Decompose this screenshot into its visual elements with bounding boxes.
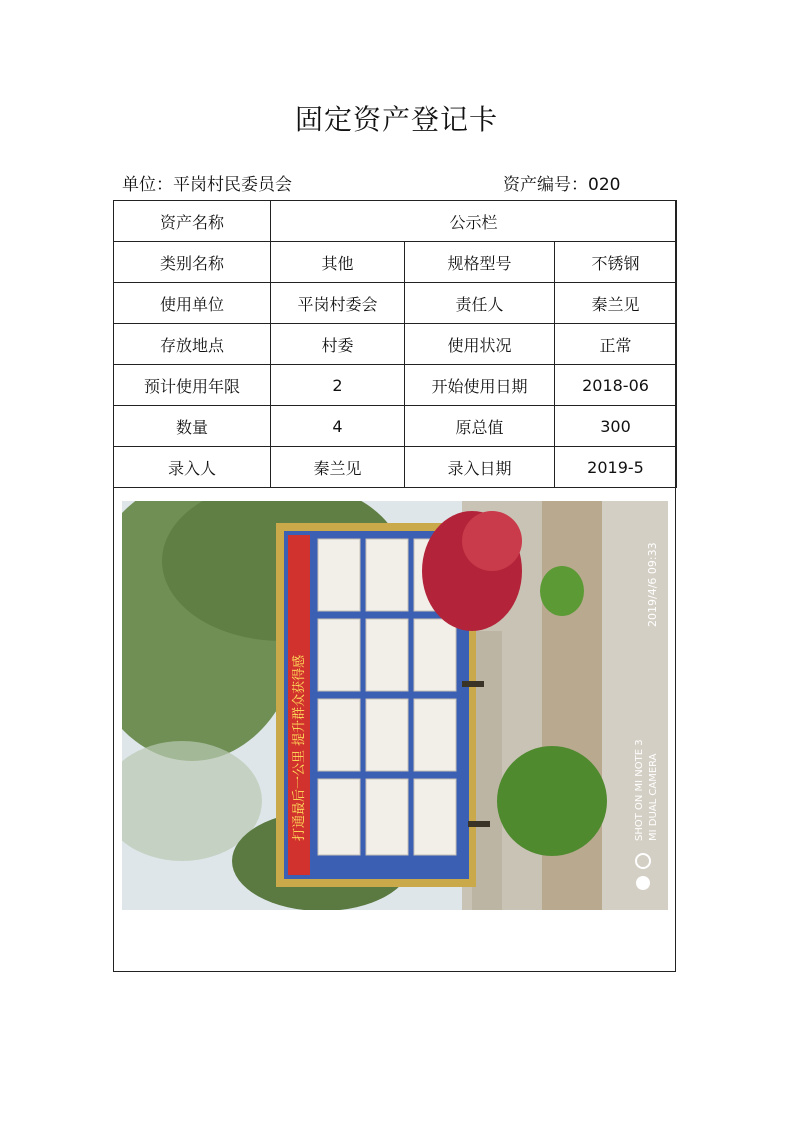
field-label: 存放地点	[114, 324, 271, 365]
asset-number-label: 资产编号：020	[503, 175, 621, 195]
camera-watermark-line1: SHOT ON MI NOTE 3	[634, 739, 645, 841]
field-value: 秦兰见	[555, 283, 677, 324]
asset-photo	[122, 501, 668, 910]
table-row	[114, 283, 677, 324]
field-value: 2019-5	[555, 447, 677, 488]
asset-name-label: 资产名称	[114, 201, 271, 242]
field-label: 规格型号	[405, 242, 555, 283]
field-value: 2	[271, 365, 405, 406]
page-title: 固定资产登记卡	[294, 103, 498, 136]
table-row	[114, 447, 677, 488]
registration-card	[113, 200, 676, 972]
field-value: 300	[555, 406, 677, 447]
field-value: 不锈钢	[555, 242, 677, 283]
field-value: 其他	[271, 242, 405, 283]
field-label: 数量	[114, 406, 271, 447]
field-label: 类别名称	[114, 242, 271, 283]
field-value: 平岗村委会	[271, 283, 405, 324]
asset-name-value: 公示栏	[271, 201, 677, 242]
field-label: 录入人	[114, 447, 271, 488]
field-label: 开始使用日期	[405, 365, 555, 406]
camera-watermark-line2: MI DUAL CAMERA	[648, 753, 659, 841]
field-label: 录入日期	[405, 447, 555, 488]
field-value: 4	[271, 406, 405, 447]
asset-info-table	[113, 200, 677, 488]
field-label: 原总值	[405, 406, 555, 447]
field-value: 秦兰见	[271, 447, 405, 488]
table-row	[114, 406, 677, 447]
table-row	[114, 242, 677, 283]
unit-label: 单位：平岗村民委员会	[122, 175, 292, 195]
photo-timestamp: 2019/4/6 09:33	[646, 542, 659, 627]
field-value: 村委	[271, 324, 405, 365]
field-label: 预计使用年限	[114, 365, 271, 406]
camera-dot-icon	[636, 876, 650, 890]
table-row	[114, 324, 677, 365]
table-row	[114, 365, 677, 406]
field-value: 正常	[555, 324, 677, 365]
field-label: 使用状况	[405, 324, 555, 365]
field-value: 2018-06	[555, 365, 677, 406]
field-label: 使用单位	[114, 283, 271, 324]
sign-text: 打通最后一公里 提升群众获得感	[292, 654, 307, 841]
table-row	[114, 201, 677, 242]
field-label: 责任人	[405, 283, 555, 324]
